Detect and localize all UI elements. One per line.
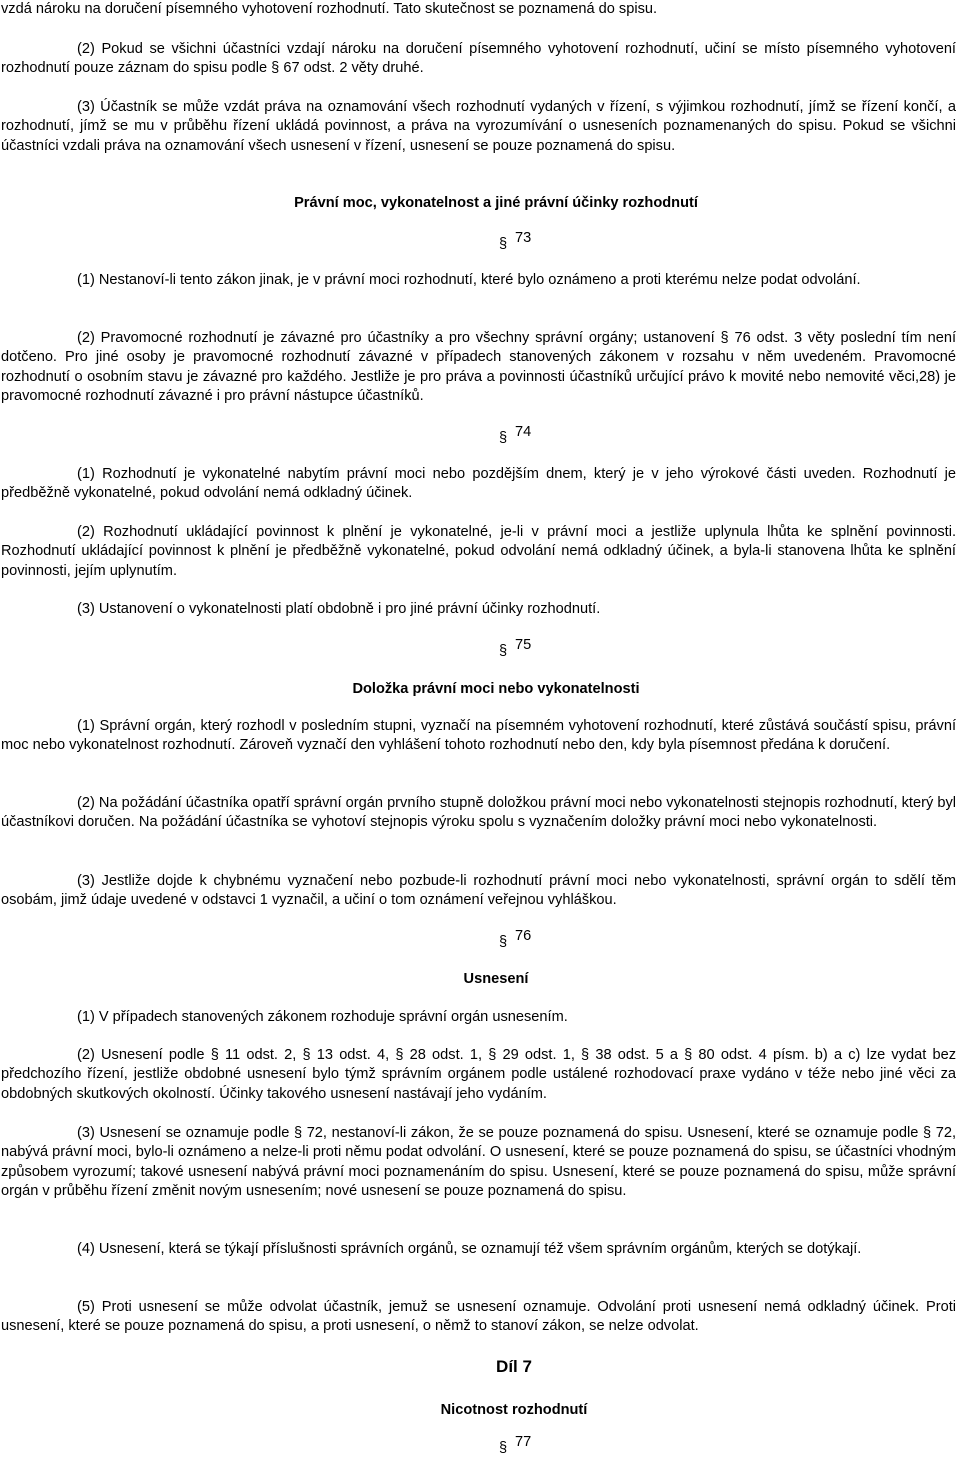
paragraph-text: (1) Rozhodnutí je vykonatelné nabytím právní moci nebo pozdějším dnem, který je v jeho výrokové části uveden. Rozhodnutí je předběžně vykonatelné, pokud odvolání nemá odkladný účinek. (1, 466, 956, 502)
paragraph-text: (1) V případech stanovených zákonem rozhoduje správní orgán usnesením. (77, 1009, 568, 1025)
paragraph-text: (2) Rozhodnutí ukládající povinnost k plnění je vykonatelné, je-li v právní moci a jestliže uplynula lhůta ke splnění povinnosti. Rozhodnutí ukládající povinnost k plnění je předběžně vykonatelné, pokud odvolání nemá odkladný účinek, a byla-li stanovena lhůta ke splnění povinnosti, jejím uplynutím. (1, 524, 956, 579)
paragraph-continuation: vzdá nároku na doručení písemného vyhotovení rozhodnutí. Tato skutečnost se poznamená do spisu. (1, 1, 658, 17)
section-73 (499, 229, 532, 252)
paragraph-74-1 (1, 465, 956, 504)
paragraph-text: (3) Účastník se může vzdát práva na oznamování všech rozhodnutí vydaných v řízení, s výjimkou rozhodnutí, jímž se řízení končí, a rozhodnutí, jímž se mu v průběhu řízení ukládá povinnost, a práva na vyrozumívání o usneseních poznamenaných do spisu. Pokud se všichni účastníci vzdali práva na oznamování všech usnesení v řízení, usnesení se pouze poznamená do spisu. (1, 99, 956, 154)
heading-dil-7: Díl 7 (496, 1357, 532, 1376)
paragraph-76-1 (1, 1008, 956, 1027)
paragraph-text: (5) Proti usnesení se může odvolat účastník, jemuž se usnesení oznamuje. Odvolání proti usnesení nemá odkladný účinek. Proti usnesení, které se pouze poznamená do spisu, a proti usnesení, o němž to stanoví zákon, se nelze odvolat. (1, 1299, 956, 1335)
section-number: 73 (515, 230, 532, 246)
paragraph-text: (1) Nestanoví-li tento zákon jinak, je v právní moci rozhodnutí, které bylo oznámeno a proti kterému nelze podat odvolání. (77, 272, 861, 288)
paragraph-text: (2) Pokud se všichni účastníci vzdají nároku na doručení písemného vyhotovení rozhodnutí, učiní se místo písemného vyhotovení rozhodnutí pouze záznam do spisu podle § 67 odst. 2 věty druhé. (1, 41, 956, 77)
section-77 (499, 1433, 532, 1456)
section-sign: § (499, 430, 508, 446)
paragraph-text: (2) Pravomocné rozhodnutí je závazné pro účastníky a pro všechny správní orgány; ustanovení § 76 odst. 3 věty poslední tím není dotčeno. Pro jiné osoby je pravomocné rozhodnutí závazné v případech stanovených zákonem v rozsahu v něm uvedeném. Pravomocné rozhodnutí o osobním stavu je závazné pro každého. Jestliže je pro práva a povinnosti účastníků určující právo k movité nebo nemovité věci,28) je pravomocné rozhodnutí závazné i pro právní nástupce účastníků. (1, 330, 956, 405)
heading-usneseni: Usnesení (463, 971, 529, 987)
paragraph-72-3 (1, 98, 956, 156)
section-74 (499, 423, 532, 446)
paragraph-text: (3) Ustanovení o vykonatelnosti platí obdobně i pro jiné právní účinky rozhodnutí. (77, 601, 601, 617)
paragraph-76-2 (1, 1046, 956, 1104)
paragraph-text: (4) Usnesení, která se týkají příslušnosti správních orgánů, se oznamují též všem správním orgánům, kterých se dotýkají. (77, 1241, 862, 1257)
paragraph-74-3 (1, 600, 956, 619)
paragraph-76-4 (1, 1240, 956, 1259)
section-sign: § (499, 934, 508, 950)
section-sign: § (499, 1440, 508, 1456)
section-76 (499, 927, 532, 950)
heading-dolozka: Doložka právní moci nebo vykonatelnosti (352, 681, 640, 697)
paragraph-75-2 (1, 794, 956, 833)
paragraph-text: (3) Jestliže dojde k chybnému vyznačení nebo pozbude-li rozhodnutí právní moci nebo vykonatelnosti, správní orgán to sdělí těm osobám, jimž údaje uvedené v odstavci 1 vyznačil, a učiní o tom oznámení veřejnou vyhláškou. (1, 873, 956, 909)
section-number: 76 (515, 928, 532, 944)
paragraph-73-2 (1, 329, 956, 407)
section-number: 75 (515, 637, 532, 653)
paragraph-75-3 (1, 872, 956, 911)
section-75 (499, 636, 532, 659)
heading-nicotnost: Nicotnost rozhodnutí (440, 1402, 588, 1418)
paragraph-text: (1) Správní orgán, který rozhodl v posledním stupni, vyznačí na písemném vyhotovení rozhodnutí, které zůstává součástí spisu, právní moc nebo vykonatelnost rozhodnutí. Zároveň vyznačí den vyhlášení tohoto rozhodnutí nebo den, kdy byla písemnost předána k doručení. (1, 718, 956, 754)
paragraph-76-5 (1, 1298, 956, 1337)
paragraph-text: (2) Na požádání účastníka opatří správní orgán prvního stupně doložkou právní moci nebo vykonatelnosti stejnopis rozhodnutí, který byl účastníkovi doručen. Na požádání účastníka se vyhotoví stejnopis výroku spolu s vyznačením doložky právní moci nebo vykonatelnosti. (1, 795, 956, 831)
paragraph-74-2 (1, 523, 956, 581)
paragraph-75-1 (1, 717, 956, 756)
section-number: 77 (515, 1434, 532, 1450)
section-sign: § (499, 643, 508, 659)
paragraph-72-2 (1, 40, 956, 79)
paragraph-73-1 (1, 271, 956, 290)
paragraph-76-3 (1, 1124, 956, 1202)
paragraph-text: (3) Usnesení se oznamuje podle § 72, nestanoví-li zákon, že se pouze poznamená do spisu. Usnesení, které se oznamuje podle § 72, nabývá právní moci, bylo-li oznámeno a nelze-li proti němu podat odvolání. O usnesení, které se pouze poznamená do spisu, se účastníci vhodným způsobem vyrozumí; takové usnesení nabývá právní moci poznamenáním do spisu. Usnesení, které se pouze poznamená do spisu, může správní orgán v průběhu řízení změnit novým usnesením; nové usnesení se pouze poznamená do spisu. (1, 1125, 956, 1200)
section-number: 74 (515, 424, 532, 440)
heading-pravni-moc: Právní moc, vykonatelnost a jiné právní účinky rozhodnutí (294, 195, 698, 211)
section-sign: § (499, 236, 508, 252)
paragraph-text: (2) Usnesení podle § 11 odst. 2, § 13 odst. 4, § 28 odst. 1, § 29 odst. 1, § 38 odst. 5 a § 80 odst. 4 písm. b) a c) lze vydat bez předchozího řízení, jestliže obdobné usnesení bylo týmž správním orgánem podle ustálené rozhodovací praxe vydáno v téže nebo jiné věci za obdobných skutkových okolností. Účinky takového usnesení nastávají jeho vydáním. (1, 1047, 956, 1102)
